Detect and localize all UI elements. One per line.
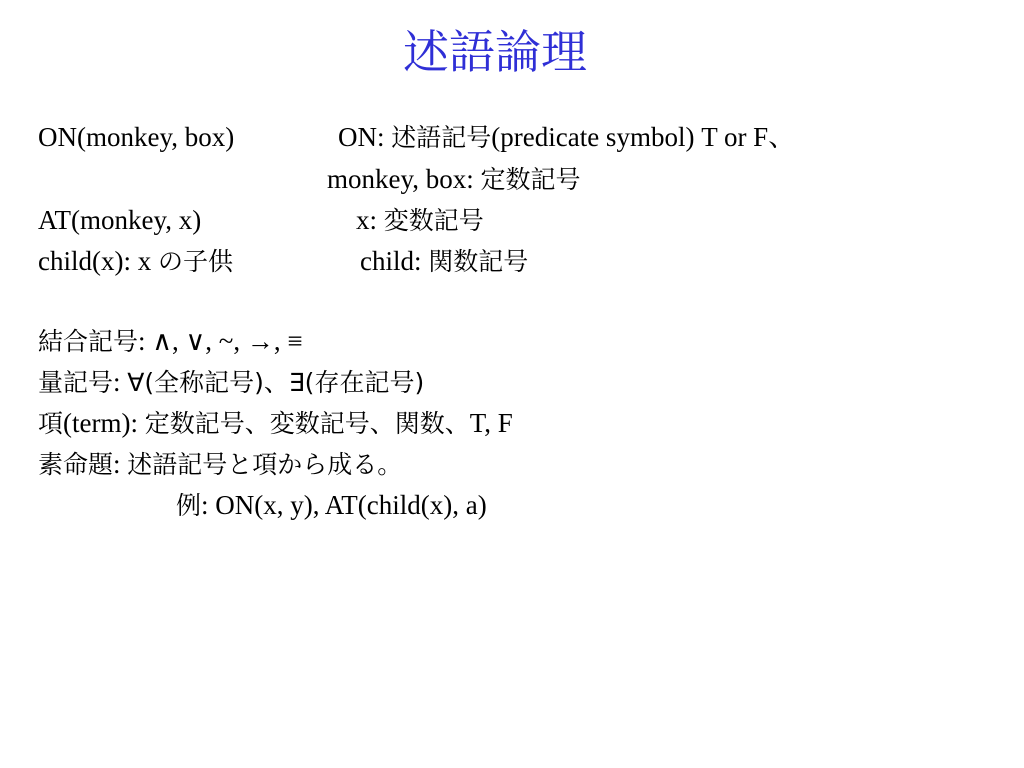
child-expr-jp: の子供 <box>157 247 233 276</box>
quantifier-list: ∀(全称記号)、∃(存在記号) <box>127 368 425 397</box>
example-line <box>176 488 487 523</box>
on-description <box>338 120 795 155</box>
monkey-box-jp: 定数記号 <box>480 165 581 194</box>
x-prefix: x: <box>356 205 384 235</box>
term-tf: T, F <box>469 408 513 438</box>
monkey-box-prefix: monkey, box: <box>327 164 481 194</box>
example-colon: : <box>201 490 216 520</box>
connective-list: : ∧, ∨, ~, →, ≡ <box>138 326 303 356</box>
atom-colon: : <box>113 449 128 479</box>
monkey-box-description <box>327 162 581 197</box>
x-description <box>356 203 484 238</box>
on-expression: ON(monkey, box) <box>38 122 235 152</box>
term-list: 定数記号、変数記号、関数、 <box>144 409 470 438</box>
at-expression: AT(monkey, x) <box>38 205 202 235</box>
term-line <box>38 406 513 441</box>
connective-label: 結合記号 <box>38 327 139 356</box>
quantifier-line <box>38 365 424 400</box>
term-paren: (term): <box>63 408 145 438</box>
child-expression <box>38 244 233 279</box>
on-desc-jp: 述語記号 <box>391 123 492 152</box>
atom-description: 述語記号と項から成る。 <box>127 450 403 479</box>
x-jp: 変数記号 <box>383 206 484 235</box>
on-desc-prefix: ON: <box>338 122 392 152</box>
atom-label: 素命題 <box>38 450 114 479</box>
quantifier-label: 量記号 <box>38 368 114 397</box>
atom-line <box>38 447 402 482</box>
child-description <box>360 244 528 279</box>
example-text: ON(x, y), AT(child(x), a) <box>215 490 487 520</box>
example-label: 例 <box>176 491 202 520</box>
connective-line <box>38 324 303 359</box>
child-prefix: child: <box>360 246 429 276</box>
on-desc-rest: (predicate symbol) T or F、 <box>491 122 796 152</box>
child-jp: 関数記号 <box>428 247 529 276</box>
child-expr-prefix: child(x): x <box>38 246 158 276</box>
quantifier-colon: : <box>113 367 128 397</box>
slide-title: 述語論理 <box>403 25 587 79</box>
term-label: 項 <box>38 409 64 438</box>
